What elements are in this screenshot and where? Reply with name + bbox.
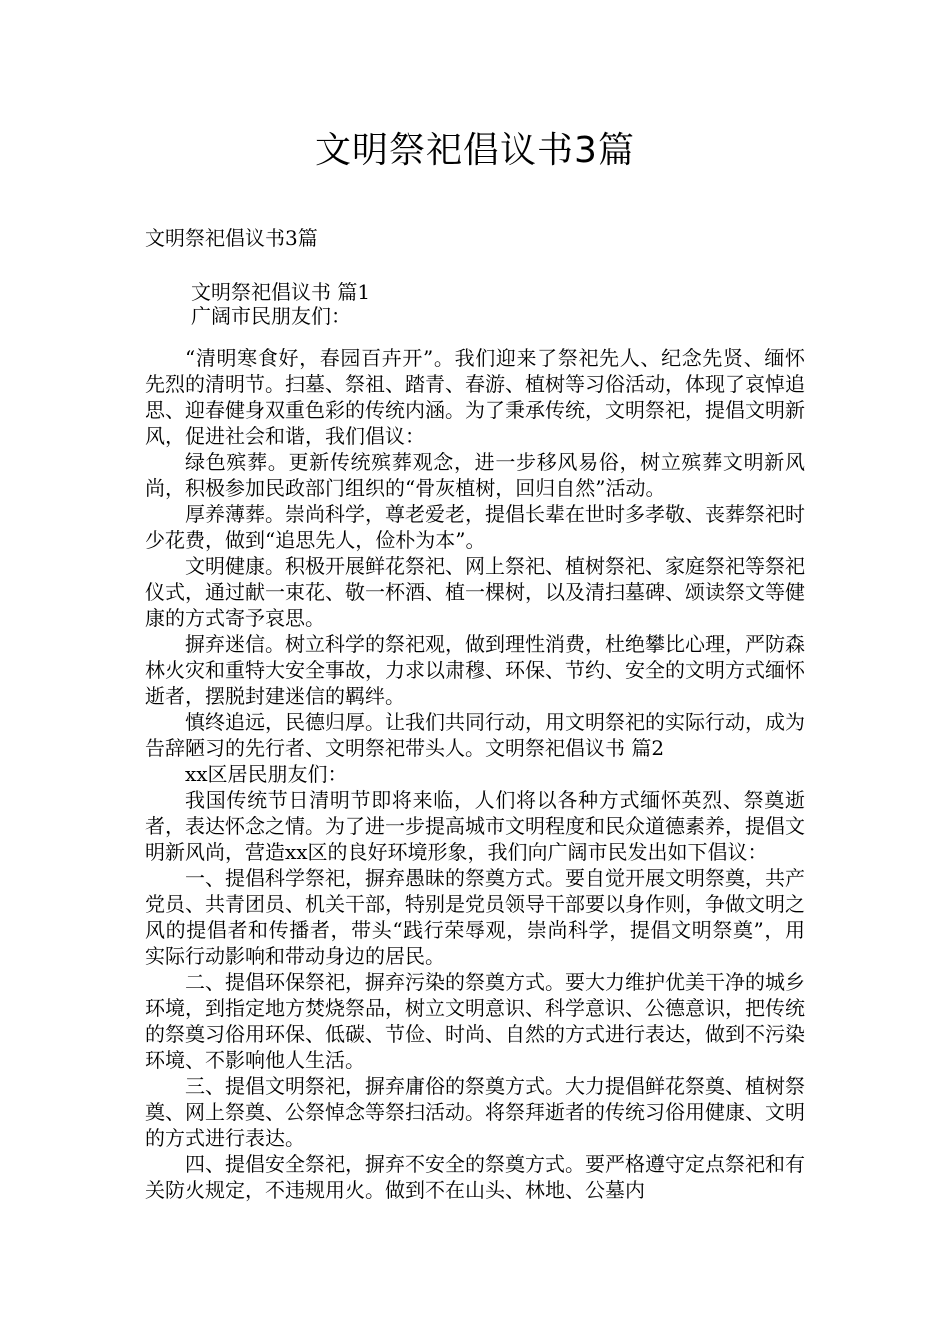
paragraph: 三、提倡文明祭祀，摒弃庸俗的祭奠方式。大力提倡鲜花祭奠、植树祭奠、网上祭奠、公祭悼念等祭扫活动。将祭拜逝者的传统习俗用健康、文明的方式进行表达。 <box>145 1074 805 1150</box>
paragraph: 摒弃迷信。树立科学的祭祀观，做到理性消费，杜绝攀比心理，严防森林火灾和重特大安全事故，力求以肃穆、环保、节约、安全的文明方式缅怀逝者，摆脱封建迷信的羁绊。 <box>145 632 805 708</box>
paragraph: xx区居民朋友们： <box>185 762 348 786</box>
paragraph: 文明健康。积极开展鲜花祭祀、网上祭祀、植树祭祀、家庭祭祀等祭祀仪式，通过献一束花、敬一杯酒、植一棵树，以及清扫墓碑、颂读祭文等健康的方式寄予哀思。 <box>145 554 805 630</box>
paragraph: 我国传统节日清明节即将来临，人们将以各种方式缅怀英烈、祭奠逝者，表达怀念之情。为了进一步提高城市文明程度和民众道德素养，提倡文明新风尚，营造xx区的良好环境形象，我们向广阔市民发出如下倡议： <box>145 788 805 864</box>
paragraph: 慎终追远，民德归厚。让我们共同行动，用文明祭祀的实际行动，成为告辞陋习的先行者、文明祭祀带头人。文明祭祀倡议书 篇2 <box>145 710 805 760</box>
paragraph: 厚养薄葬。崇尚科学，尊老爱老，提倡长辈在世时多孝敬、丧葬祭祀时少花费，做到“追思先人，俭朴为本”。 <box>145 502 805 552</box>
paragraph: 四、提倡安全祭祀，摒弃不安全的祭奠方式。要严格遵守定点祭祀和有关防火规定，不违规用火。做到不在山头、林地、公墓内 <box>145 1152 805 1202</box>
document-body <box>145 345 805 1203</box>
paragraph: 二、提倡环保祭祀，摒弃污染的祭奠方式。要大力维护优美干净的城乡环境，到指定地方焚烧祭品，树立文明意识、科学意识、公德意识，把传统的祭奠习俗用环保、低碳、节俭、时尚、自然的方式进行表达，做到不污染环境、不影响他人生活。 <box>145 970 805 1072</box>
paragraph: 一、提倡科学祭祀，摒弃愚昧的祭奠方式。要自觉开展文明祭奠，共产党员、共青团员、机关干部，特别是党员领导干部要以身作则，争做文明之风的提倡者和传播者，带头“践行荣辱观，崇尚科学，提倡文明祭奠”，用实际行动影响和带动身边的居民。 <box>145 866 805 968</box>
salutation-1: 广阔市民朋友们： <box>191 304 351 328</box>
document-title: 文明祭祀倡议书3篇 <box>315 130 635 171</box>
paragraph: “清明寒食好，春园百卉开”。我们迎来了祭祀先人、纪念先贤、缅怀先烈的清明节。扫墓、祭祖、踏青、春游、植树等习俗活动，体现了哀悼追思、迎春健身双重色彩的传统内涵。为了秉承传统，文明祭祀，提倡文明新风，促进社会和谐，我们倡议： <box>145 346 805 448</box>
section-heading-1: 文明祭祀倡议书 篇1 <box>191 280 371 304</box>
document-subtitle: 文明祭祀倡议书3篇 <box>145 226 318 250</box>
paragraph: 绿色殡葬。更新传统殡葬观念，进一步移风易俗，树立殡葬文明新风尚，积极参加民政部门组织的“骨灰植树，回归自然”活动。 <box>145 450 805 500</box>
